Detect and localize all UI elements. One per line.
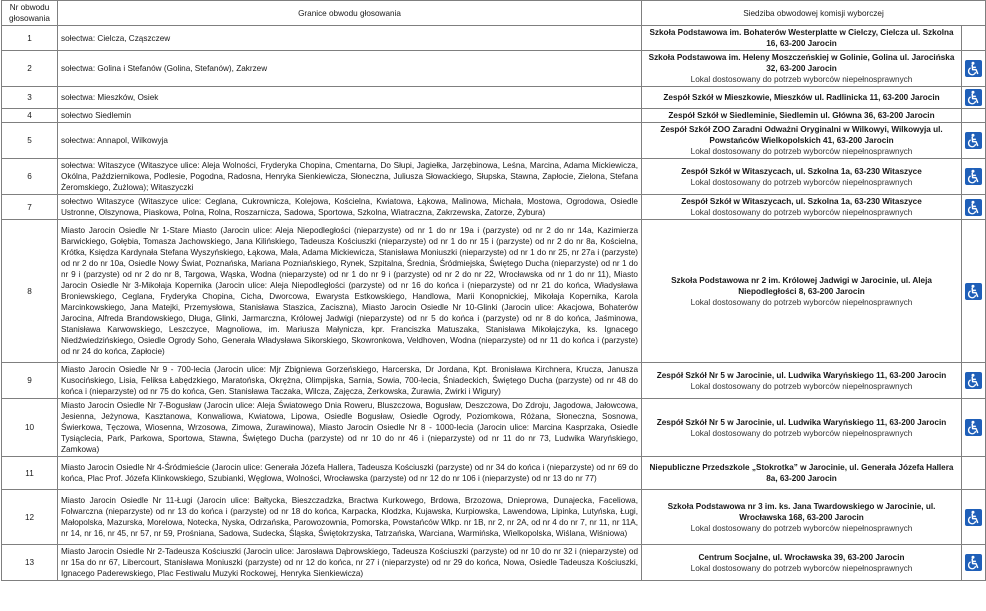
accessibility-icon-cell bbox=[962, 457, 986, 490]
district-boundaries: Miasto Jarocin Osiedle Nr 2-Tadeusza Kościuszki (Jarocin ulice: Jarosława Dąbrowskiego, Tadeusza Kościuszki (parzyste) od nr 10 do nr 32 i (nieparzyste) od nr 15a do nr 67, Libercourt, Stanisława Moniuszki (parzyste) od nr 12 do końca, nr 27 i (nieparzyste) od nr 29 do końca, Nowa, Osiedle Tadeusza Kościuszki, Ignacego Paderewskiego, Plac Festiwalu Muzyki Rockowej, Henryka Sienkiewicza) bbox=[58, 545, 642, 581]
accessibility-note: Lokal dostosowany do potrzeb wyborców niepełnosprawnych bbox=[690, 147, 913, 156]
commission-seat bbox=[642, 399, 962, 457]
district-boundaries: Miasto Jarocin Osiedle Nr 1-Stare Miasto (Jarocin ulice: Aleja Niepodległości (nieparzyste) od nr 1 do nr 19a i (parzyste) od nr 2 do nr 14a, Kazimierza Barwickiego, Gołębia, Tomasza Jachowskiego, Jana Kilińskiego, Tadeusza Kościuszki (nieparzyste) od nr 1 do nr 15 i (parzyste) od nr 2 do nr 8a, Kościelna, Krótka, Księdza Kardynała Stefana Wyszyńskiego, Łąkowa, Mała, Adama Mickiewicza, Stanisława Moniuszki (nieparzyste) od nr 1 do nr 25, nr 27a i (parzyste) od nr 2 do nr 10a, Osiedle Nowy Świat, Poznańska, Mariana Pozniańskiego, Rynek, Szpitalna, Średnia, Śródmiejska, Świętego Ducha (nieparzyste) od nr 1 do nr 9 i (parzyste) od nr 2 do nr 8, Targowa, Wąska, Wodna (nieparzyste) od nr 1 do nr 9 i (parzyste) od nr 2 do nr 22, Wrocławska od nr 1 do nr 11), Miasto Jarocin Osiedle Nr 3-Mikołaja Kopernika (Jarocin ulice: Aleja Niepodległości (parzyste) od nr 16 do końca i (nieparzyste) od nr 21 do końca, Władysława Broniewskiego, Ceglana, Fryderyka Chopina, Cicha, Dworcowa, Ewarysta Estkowskiego, Handlowa, Marii Konopnickiej, Mikołaja Kopernika, Karola Marcinkowskiego, Jana Matejki, Przemysłowa, Stanisława Staszica, Zaciszna), Miasto Jarocin Osiedle Nr 10-Glinki (Jarocin ulice: Akacjowa, Bohaterów Jarocina, Alfreda Brandowskiego, Długa, Glinki, Jarmarczna, Królowej Jadwigi (nieparzyste) od nr 5 do końca i (parzyste) od nr 8 do końca, Jaśminowa, Stanisława Karwowskiego, Leszczyce, Magnoliowa, im. Mariusza Małynicza, kpr. Franciszka Matuszaka, Stanisława Mikołajczyka, ks. Ignacego Niedźwiedzińskiego, Osiedle Ogrody Soho, Generała Władysława Sikorskiego, Skowronkowa, Veldhoven, Wodna (nieparzyste) od nr 11 do końca i (parzyste) od nr 24 do końca, Zapłocie) bbox=[58, 220, 642, 363]
district-number: 6 bbox=[2, 159, 58, 195]
accessibility-icon-cell bbox=[962, 159, 986, 195]
accessibility-note: Lokal dostosowany do potrzeb wyborców niepełnosprawnych bbox=[690, 75, 913, 84]
wheelchair-accessibility-icon bbox=[965, 283, 982, 300]
district-boundaries: Miasto Jarocin Osiedle Nr 7-Bogusław (Jarocin ulice: Aleja Światowego Dnia Roweru, Bluszczowa, Bogusław, Deszczowa, Do Zdroju, Jagodowa, Jałowcowa, Jesienna, Jeżynowa, Kasztanowa, Konwaliowa, Kwiatowa, Lipowa, Osiedle Bogusław, Osiedle Ogrody, Poziomkowa, Różana, Słoneczna, Sosnowa, Świerkowa, Tęczowa, Wiosenna, Wrzosowa, Zimowa, Żurawinowa), Miasto Jarocin Osiedle Nr 8 - 1000-lecia (Jarocin ulice: Marcina Kasprzaka, Osiedle Tysiąclecia, Park, Parkowa, Sportowa, Stawna, Świętego Ducha (parzyste) od nr 10 do nr 46 i (nieparzyste) od nr 11 do nr 73, Ludwika Waryńskiego, Zamkowa) bbox=[58, 399, 642, 457]
wheelchair-accessibility-icon bbox=[965, 419, 982, 436]
accessibility-icon-cell bbox=[962, 109, 986, 123]
table-row bbox=[2, 159, 986, 195]
seat-address: Centrum Socjalne, ul. Wrocławska 39, 63-200 Jarocin bbox=[698, 552, 905, 562]
accessibility-note: Lokal dostosowany do potrzeb wyborców niepełnosprawnych bbox=[690, 208, 913, 217]
wheelchair-accessibility-icon bbox=[965, 199, 982, 216]
commission-seat bbox=[642, 363, 962, 399]
wheelchair-accessibility-icon bbox=[965, 372, 982, 389]
accessibility-icon-cell bbox=[962, 195, 986, 220]
seat-address: Szkoła Podstawowa nr 3 im. ks. Jana Twardowskiego w Jarocinie, ul. Wrocławska 168, 63-200 Jarocin bbox=[667, 501, 936, 522]
table-row bbox=[2, 457, 986, 490]
table-row bbox=[2, 51, 986, 87]
district-boundaries: Miasto Jarocin Osiedle Nr 11-Ługi (Jarocin ulice: Bałtycka, Bieszczadzka, Bractwa Kurkowego, Brdowa, Brzozowa, Dnieprowa, Dunajecka, Faceliowa, Folwarczna (nieparzyste) od nr 13 do końca i (parzyste) od nr 18 do końca, Karpacka, Kłodzka, Kujawska, Kurpiowska, Lawendowa, Lipinka, Lutyńska, Ługi, Małopolska, Mazurska, Morelowa, Notecka, Nyska, Odrzańska, Parowozownia, Pomorska, Powstańców Wlkp. nr 1B, nr 2, nr 2A, od nr 4 do nr 7, nr 11, nr 11A, nr 14, nr 16, nr 45, nr 57, nr 59, Prośniana, Sadowa, Sudecka, Śląska, Świętokrzyska, Tatrzańska, Warciana, Warmińska, Wielkopolska, Wiślana, Wiśniowa) bbox=[58, 490, 642, 545]
district-number: 2 bbox=[2, 51, 58, 87]
commission-seat bbox=[642, 457, 962, 490]
table-row bbox=[2, 220, 986, 363]
accessibility-icon-cell bbox=[962, 399, 986, 457]
district-number: 10 bbox=[2, 399, 58, 457]
header-siedziba: Siedziba obwodowej komisji wyborczej bbox=[642, 1, 986, 26]
table-row bbox=[2, 26, 986, 51]
accessibility-icon-cell bbox=[962, 123, 986, 159]
district-boundaries: Miasto Jarocin Osiedle Nr 4-Śródmieście (Jarocin ulice: Generała Józefa Hallera, Tadeusza Kościuszki (parzyste) od nr 34 do końca i (nieparzyste) od nr 69 do końca, Plac Prof. Józefa Klinkowskiego, Szubianki, Węglowa, Wolności, Wrocławska (parzyste) od nr 12 do nr 106 i (nieparzyste) od nr 13 do nr 77) bbox=[58, 457, 642, 490]
table-row bbox=[2, 545, 986, 581]
district-number: 12 bbox=[2, 490, 58, 545]
district-boundaries: sołectwa: Cielcza, Cząszczew bbox=[58, 26, 642, 51]
district-number: 5 bbox=[2, 123, 58, 159]
district-number: 8 bbox=[2, 220, 58, 363]
seat-address: Szkoła Podstawowa im. Bohaterów Westerplatte w Cielczy, Cielcza ul. Szkolna 16, 63-200 Jarocin bbox=[649, 28, 954, 48]
header-row bbox=[2, 1, 986, 26]
accessibility-note: Lokal dostosowany do potrzeb wyborców niepełnosprawnych bbox=[690, 523, 913, 533]
accessibility-note: Lokal dostosowany do potrzeb wyborców niepełnosprawnych bbox=[690, 563, 913, 573]
commission-seat bbox=[642, 51, 962, 87]
accessibility-note: Lokal dostosowany do potrzeb wyborców niepełnosprawnych bbox=[690, 297, 913, 307]
table-row bbox=[2, 123, 986, 159]
seat-address: Niepubliczne Przedszkole „Stokrotka” w Jarocinie, ul. Generała Józefa Hallera 8a, 63-200 Jarocin bbox=[649, 463, 954, 483]
wheelchair-accessibility-icon bbox=[965, 60, 982, 77]
accessibility-note: Lokal dostosowany do potrzeb wyborców niepełnosprawnych bbox=[690, 177, 913, 187]
district-boundaries: sołectwa: Mieszków, Osiek bbox=[58, 87, 642, 109]
district-number: 11 bbox=[2, 457, 58, 490]
seat-address: Zespół Szkół Nr 5 w Jarocinie, ul. Ludwika Waryńskiego 11, 63-200 Jarocin bbox=[656, 370, 947, 380]
district-number: 3 bbox=[2, 87, 58, 109]
district-number: 9 bbox=[2, 363, 58, 399]
table-row bbox=[2, 490, 986, 545]
district-boundaries: sołectwa: Witaszyce (Witaszyce ulice: Aleja Wolności, Fryderyka Chopina, Cmentarna, Do Słupi, Jagiełka, Jarzębinowa, Leśna, Marcina, Adama Mickiewicza, Okólna, Październikowa, Podlesie, Pogodna, Radosna, Henryka Sienkiewicza, Słoneczna, Juliusza Słowackiego, Słupska, Stawna, Zapłocie, Zielona, Stefana Żeromskiego, Żużlowa); Witaszyczki bbox=[58, 159, 642, 195]
district-number: 4 bbox=[2, 109, 58, 123]
district-number: 1 bbox=[2, 26, 58, 51]
district-boundaries: Miasto Jarocin Osiedle Nr 9 - 700-lecia (Jarocin ulice: Mjr Zbigniewa Gorzeńskiego, Harcerska, Dr Jordana, Kpt. Bronisława Kirchnera, Krucza, Janusza Kusocińskiego, Lisia, Feliksa Łabędzkiego, Maratońska, Okrężna, Olimpijska, Sarnia, Sowia, 700-lecia, Śniadeckich, Świętego Ducha (parzyste) od nr 48 do końca i (nieparzyste) od nr 75 do końca, Gen. Stanisława Taczaka, Wilcza, Zajęcza, Żerkowska, Żurawia, Żwirki i Wigury) bbox=[58, 363, 642, 399]
wheelchair-accessibility-icon bbox=[965, 509, 982, 526]
accessibility-icon-cell bbox=[962, 363, 986, 399]
commission-seat bbox=[642, 545, 962, 581]
accessibility-icon-cell bbox=[962, 545, 986, 581]
wheelchair-accessibility-icon bbox=[965, 168, 982, 185]
seat-address: Zespół Szkół w Witaszycach, ul. Szkolna 1a, 63-230 Witaszyce bbox=[681, 197, 922, 206]
table-row bbox=[2, 195, 986, 220]
wheelchair-accessibility-icon bbox=[965, 89, 982, 106]
seat-address: Zespół Szkół w Siedleminie, Siedlemin ul. Główna 36, 63-200 Jarocin bbox=[668, 111, 935, 120]
commission-seat bbox=[642, 26, 962, 51]
accessibility-icon-cell bbox=[962, 51, 986, 87]
seat-address: Szkoła Podstawowa nr 2 im. Królowej Jadwigi w Jarocinie, ul. Aleja Niepodległości 8, 63-200 Jarocin bbox=[671, 275, 932, 296]
seat-address: Zespół Szkół ZOO Zaradni Odważni Oryginalni w Wilkowyi, Wilkowyja ul. Powstańców Wielkopolskich 41, 63-200 Jarocin bbox=[660, 125, 943, 145]
commission-seat bbox=[642, 109, 962, 123]
table-row bbox=[2, 363, 986, 399]
accessibility-icon-cell bbox=[962, 26, 986, 51]
commission-seat bbox=[642, 87, 962, 109]
election-districts-table bbox=[1, 0, 986, 581]
commission-seat bbox=[642, 123, 962, 159]
district-boundaries: sołectwa: Annapol, Wilkowyja bbox=[58, 123, 642, 159]
commission-seat bbox=[642, 159, 962, 195]
header-granice: Granice obwodu głosowania bbox=[58, 1, 642, 26]
wheelchair-accessibility-icon bbox=[965, 132, 982, 149]
table-row bbox=[2, 87, 986, 109]
table-row bbox=[2, 109, 986, 123]
accessibility-note: Lokal dostosowany do potrzeb wyborców niepełnosprawnych bbox=[690, 428, 913, 438]
seat-address: Zespół Szkół w Witaszycach, ul. Szkolna 1a, 63-230 Witaszyce bbox=[681, 166, 922, 176]
header-nr: Nr obwodu głosowania bbox=[2, 1, 58, 26]
seat-address: Zespół Szkół w Mieszkowie, Mieszków ul. Radlinicka 11, 63-200 Jarocin bbox=[663, 93, 940, 102]
district-boundaries: sołectwo Witaszyce (Witaszyce ulice: Ceglana, Cukrownicza, Kolejowa, Kościelna, Kwiatowa, Łąkowa, Malinowa, Michała, Mostowa, Ogrodowa, Osiedle Ustronne, Olszynowa, Piaskowa, Polna, Rolna, Roszarnicza, Sadowa, Sportowa, Szkolna, Wiatraczna, Zakrzewska, Zatorze, Żybura) bbox=[58, 195, 642, 220]
accessibility-icon-cell bbox=[962, 87, 986, 109]
accessibility-icon-cell bbox=[962, 490, 986, 545]
table-row bbox=[2, 399, 986, 457]
district-number: 7 bbox=[2, 195, 58, 220]
accessibility-icon-cell bbox=[962, 220, 986, 363]
commission-seat bbox=[642, 220, 962, 363]
district-number: 13 bbox=[2, 545, 58, 581]
wheelchair-accessibility-icon bbox=[965, 554, 982, 571]
district-boundaries: sołectwa: Golina i Stefanów (Golina, Stefanów), Zakrzew bbox=[58, 51, 642, 87]
accessibility-note: Lokal dostosowany do potrzeb wyborców niepełnosprawnych bbox=[690, 381, 913, 391]
district-boundaries: sołectwo Siedlemin bbox=[58, 109, 642, 123]
seat-address: Zespół Szkół Nr 5 w Jarocinie, ul. Ludwika Waryńskiego 11, 63-200 Jarocin bbox=[656, 417, 947, 427]
commission-seat bbox=[642, 490, 962, 545]
seat-address: Szkoła Podstawowa im. Heleny Moszczeńskiej w Golinie, Golina ul. Jarocińska 32, 63-200 Jarocin bbox=[648, 53, 955, 73]
commission-seat bbox=[642, 195, 962, 220]
